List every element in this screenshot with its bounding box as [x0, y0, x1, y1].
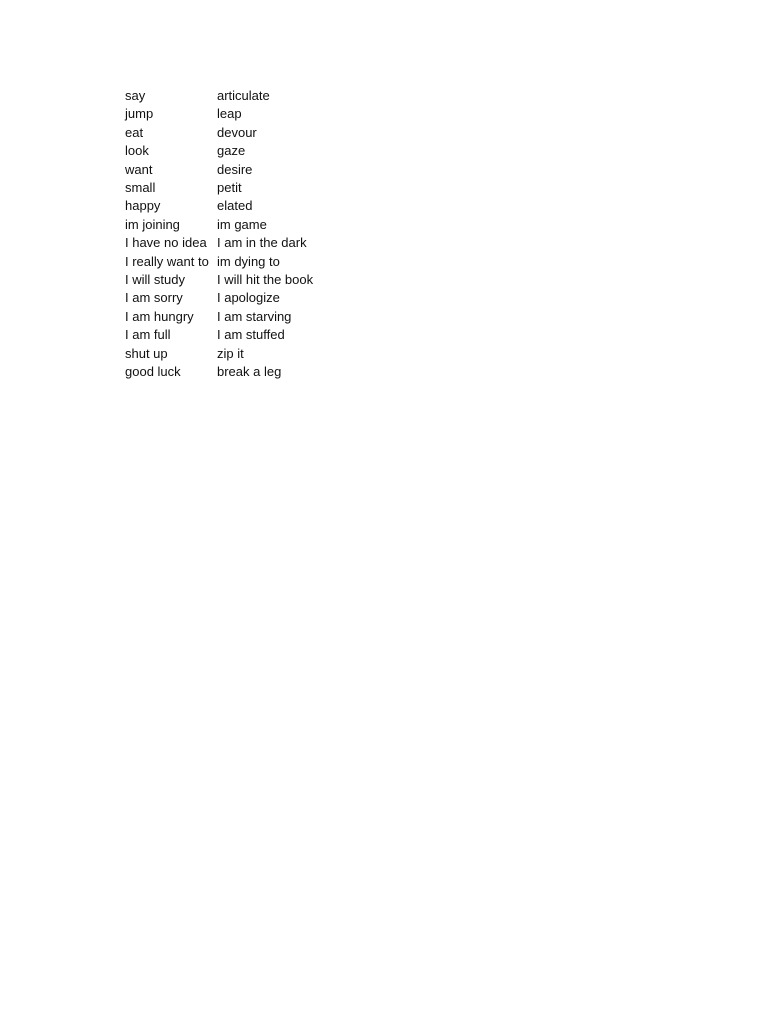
fancy-phrase-cell: zip it	[217, 345, 244, 361]
fancy-phrase-cell: leap	[217, 106, 242, 122]
fancy-phrase-cell: I apologize	[217, 290, 280, 306]
table-row	[125, 308, 337, 326]
table-row	[125, 271, 337, 289]
table-row	[125, 105, 337, 123]
fancy-phrase-cell: break a leg	[217, 364, 282, 380]
plain-phrase-cell: jump	[125, 106, 154, 122]
plain-phrase-cell: want	[125, 161, 153, 177]
fancy-phrase-cell: im game	[217, 216, 267, 232]
fancy-phrase-cell: I am in the dark	[217, 235, 307, 251]
table-row	[125, 253, 337, 271]
plain-phrase-cell: I have no idea	[125, 235, 207, 251]
fancy-phrase-cell: im dying to	[217, 253, 280, 269]
table-row	[125, 326, 337, 344]
plain-phrase-cell: I really want to	[125, 253, 209, 269]
table-row	[125, 87, 337, 105]
word-pair-rows	[125, 87, 337, 382]
table-row	[125, 124, 337, 142]
table-row	[125, 142, 337, 160]
plain-phrase-cell: look	[125, 143, 149, 159]
table-row	[125, 289, 337, 307]
plain-phrase-cell: shut up	[125, 345, 168, 361]
table-row	[125, 179, 337, 197]
fancy-phrase-cell: petit	[217, 180, 242, 196]
table-row	[125, 363, 337, 381]
plain-phrase-cell: small	[125, 180, 156, 196]
table-row	[125, 234, 337, 252]
plain-phrase-cell: eat	[125, 124, 144, 140]
fancy-phrase-cell: desire	[217, 161, 253, 177]
plain-phrase-cell: I am hungry	[125, 308, 194, 324]
plain-phrase-cell: im joining	[125, 216, 180, 232]
fancy-phrase-cell: I am stuffed	[217, 327, 285, 343]
fancy-phrase-cell: I will hit the book	[217, 272, 314, 288]
table-row	[125, 216, 337, 234]
fancy-phrase-cell: gaze	[217, 143, 246, 159]
fancy-phrase-cell: I am starving	[217, 308, 292, 324]
fancy-phrase-cell: elated	[217, 198, 253, 214]
fancy-phrase-cell: articulate	[217, 88, 270, 103]
table-row	[125, 161, 337, 179]
table-row	[125, 197, 337, 215]
plain-phrase-cell: good luck	[125, 364, 181, 380]
fancy-phrase-cell: devour	[217, 124, 257, 140]
plain-phrase-cell: I am full	[125, 327, 171, 343]
plain-phrase-cell: I will study	[125, 272, 185, 288]
plain-phrase-cell: I am sorry	[125, 290, 183, 306]
plain-phrase-cell: say	[125, 88, 146, 103]
plain-phrase-cell: happy	[125, 198, 161, 214]
table-row	[125, 345, 337, 363]
word-pair-table	[125, 87, 337, 382]
